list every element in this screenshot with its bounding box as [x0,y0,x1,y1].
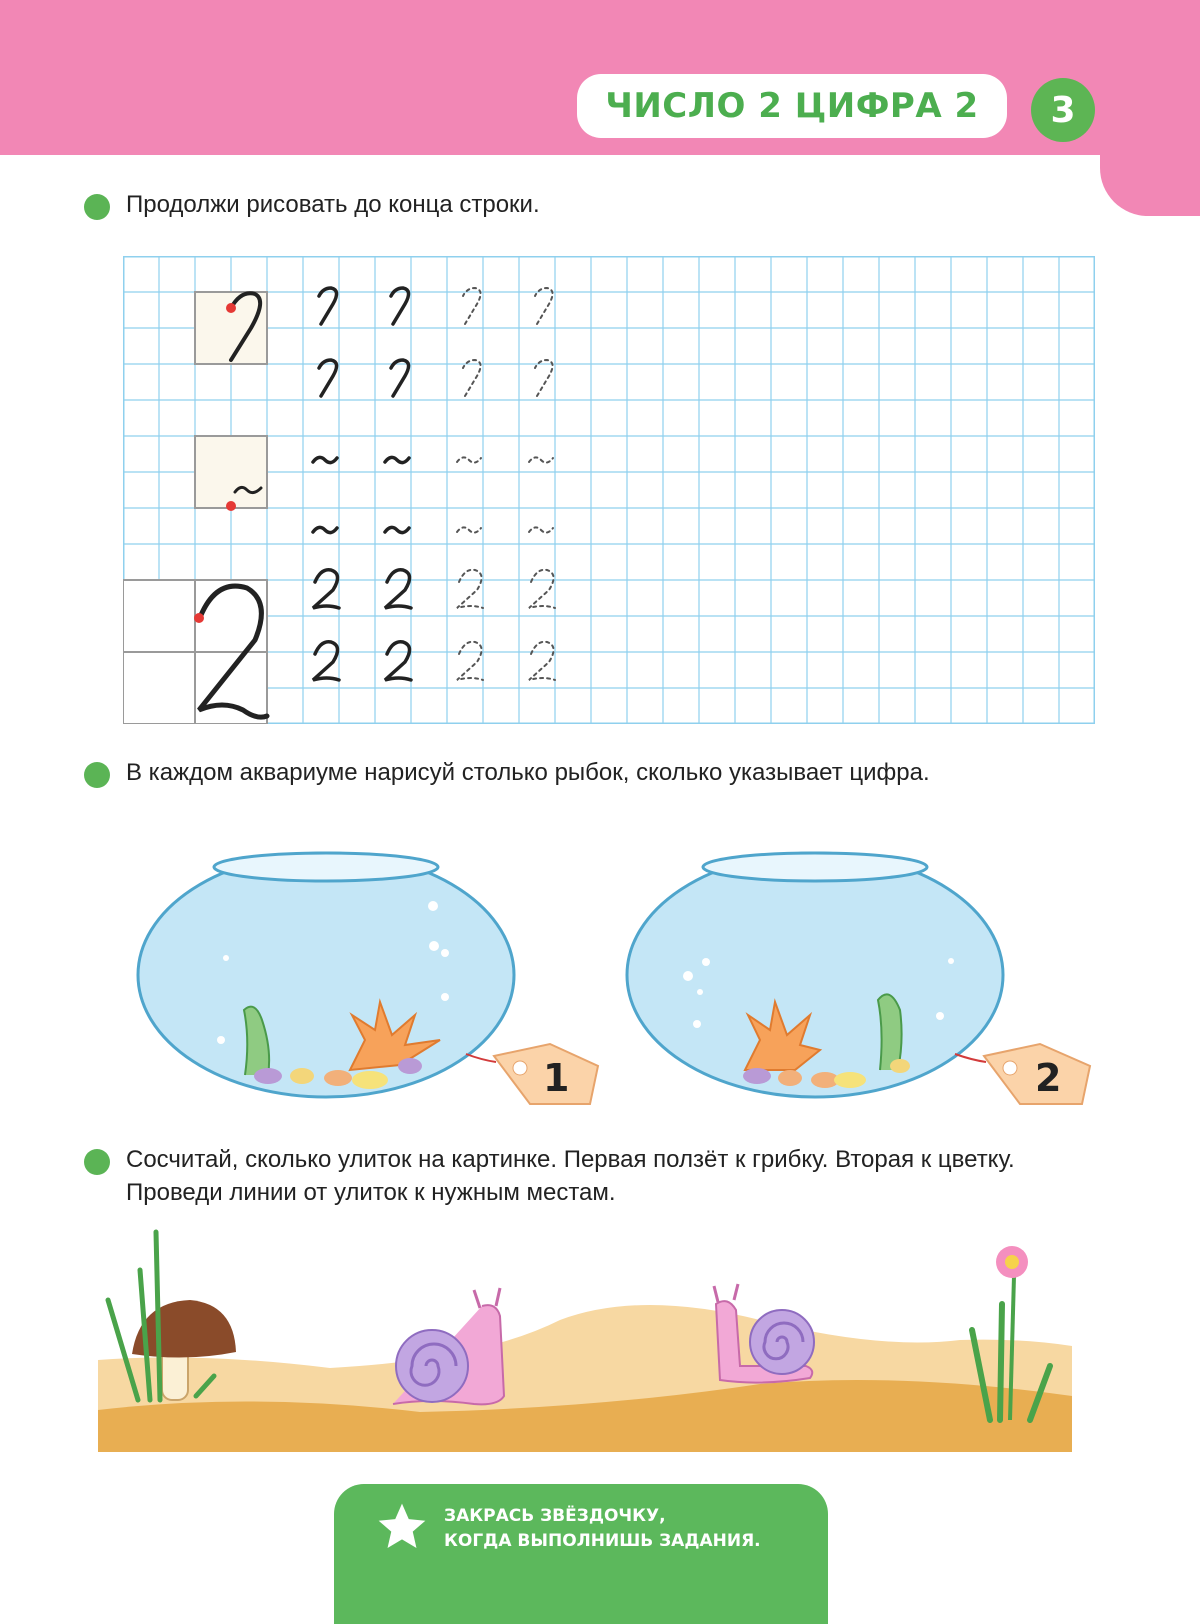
aquarium-1[interactable] [138,853,598,1104]
bullet-dot-icon [84,1149,110,1175]
practice-digit-2 [457,642,483,680]
practice-stroke-1 [535,288,553,324]
bullet-dot-icon [84,194,110,220]
practice-digit-2 [385,642,411,680]
page-title: ЧИСЛО 2 ЦИФРА 2 [577,74,1007,138]
footer-line-2: КОГДА ВЫПОЛНИШЬ ЗАДАНИЯ. [444,1531,761,1551]
practice-stroke-1 [463,360,481,396]
snail-1[interactable] [393,1288,504,1404]
practice-stroke-2 [529,527,553,532]
practice-stroke-2 [385,457,409,462]
snail-2[interactable] [714,1284,814,1383]
practice-digit-2 [529,570,555,608]
page-number: 3 [1031,78,1095,142]
sample-box-stroke-2 [195,436,267,511]
practice-stroke-1 [391,360,409,396]
aquarium-2[interactable] [627,853,1090,1104]
practice-stroke-1 [463,288,481,324]
practice-stroke-2 [385,527,409,532]
practice-digit-2 [457,570,483,608]
footer-line-1: ЗАКРАСЬ ЗВЁЗДОЧКУ, [444,1506,666,1526]
practice-digit-2 [313,570,339,608]
writing-grid[interactable] [123,256,1095,724]
practice-stroke-2 [313,457,337,462]
practice-digit-2 [313,642,339,680]
task-3-text: Сосчитай, сколько улиток на картинке. Первая ползёт к грибку. Вторая к цветку. Проведи линии от улиток к нужным местам. [126,1146,1015,1206]
footer-banner [334,1484,828,1624]
practice-stroke-2 [529,457,553,462]
practice-stroke-1 [535,360,553,396]
practice-digit-2 [529,642,555,680]
practice-digit-2 [385,570,411,608]
task-1-text: Продолжи рисовать до конца строки. [126,191,540,218]
aquarium-2-tag-number: 2 [1035,1056,1062,1100]
practice-stroke-2 [313,527,337,532]
practice-stroke-2 [457,457,481,462]
task-2-text: В каждом аквариуме нарисуй столько рыбок, сколько указывает цифра. [126,759,930,786]
bullet-dot-icon [84,762,110,788]
practice-stroke-2 [457,527,481,532]
star-icon[interactable] [374,1499,430,1555]
aquarium-1-tag-number: 1 [543,1056,570,1100]
sample-box-digit-2 [123,580,267,724]
footer-text [444,1504,761,1554]
snail-scene[interactable] [98,1232,1072,1452]
practice-stroke-1 [319,288,337,324]
practice-stroke-1 [319,360,337,396]
practice-stroke-1 [391,288,409,324]
sample-box-stroke-1 [195,292,267,364]
